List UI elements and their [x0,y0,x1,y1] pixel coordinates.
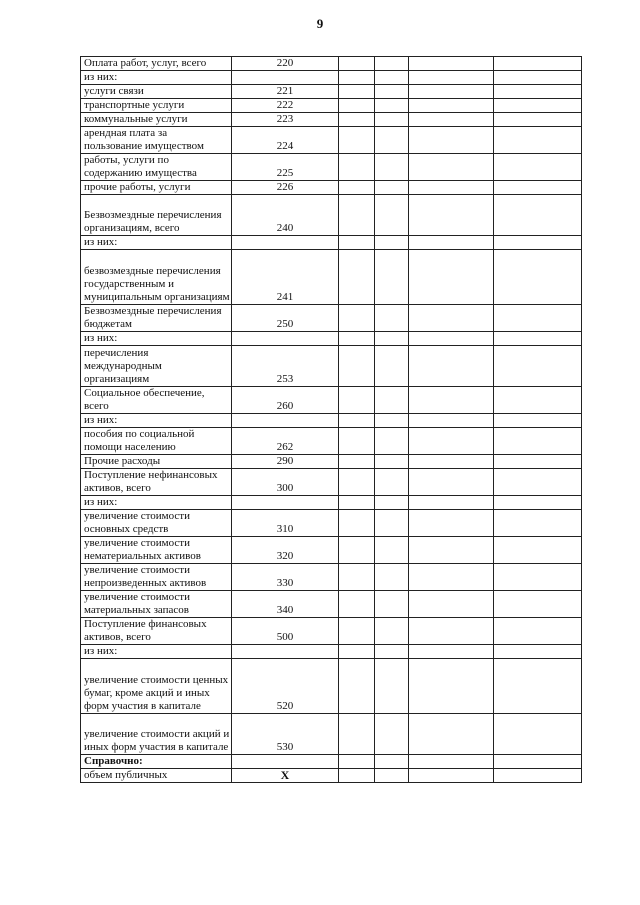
value-cell [409,127,494,154]
value-cell [494,469,582,496]
row-name-cell [81,714,232,755]
value-cell [494,113,582,127]
row-name-cell [81,659,232,714]
row-name-cell [81,346,232,387]
value-cell [339,387,375,414]
row-code: 224 [232,127,339,154]
table-row [81,414,582,428]
value-cell [409,250,494,305]
row-name-cell [81,387,232,414]
value-cell [409,591,494,618]
row-name: Безвозмездные перечисления организациям, всего [84,209,222,234]
value-cell [339,414,375,428]
row-name: Социальное обеспечение, всего [84,387,205,412]
value-cell [494,181,582,195]
value-cell [339,99,375,113]
value-cell [409,154,494,181]
table-row [81,618,582,645]
table-row [81,85,582,99]
value-cell [409,71,494,85]
value-cell [494,236,582,250]
row-name-cell [81,305,232,332]
row-name-cell [81,195,232,236]
row-name: увеличение стоимости ценных бумаг, кроме акций и иных форм участия в капитале [84,674,229,712]
value-cell [375,564,409,591]
row-name-cell [81,236,232,250]
row-code [232,332,339,346]
value-cell [494,195,582,236]
value-cell [339,618,375,645]
table-row [81,564,582,591]
row-code: 250 [232,305,339,332]
value-cell [339,154,375,181]
value-cell [375,496,409,510]
value-cell [494,537,582,564]
table-row [81,346,582,387]
row-code: 340 [232,591,339,618]
page-number: 9 [316,16,324,31]
row-name: из них: [84,71,118,83]
row-code [232,236,339,250]
value-cell [375,332,409,346]
value-cell [494,455,582,469]
table-row [81,755,582,769]
value-cell [375,99,409,113]
row-name-cell [81,496,232,510]
value-cell [409,537,494,564]
value-cell [339,428,375,455]
row-name-cell [81,769,232,783]
row-code: 240 [232,195,339,236]
row-name-cell [81,414,232,428]
value-cell [409,769,494,783]
row-name: из них: [84,414,118,426]
row-name-cell [81,564,232,591]
value-cell [409,387,494,414]
value-cell [409,645,494,659]
row-name: Прочие расходы [84,455,161,467]
table-row [81,645,582,659]
row-name: из них: [84,236,118,248]
value-cell [339,181,375,195]
row-name: Справочно: [84,755,143,767]
row-name-cell [81,57,232,71]
value-cell [339,510,375,537]
value-cell [494,250,582,305]
value-cell [494,154,582,181]
table-row [81,113,582,127]
value-cell [409,469,494,496]
table-row [81,455,582,469]
row-name-cell [81,113,232,127]
value-cell [409,496,494,510]
value-cell [375,659,409,714]
row-name-cell [81,99,232,113]
value-cell [494,346,582,387]
row-code: 220 [232,57,339,71]
value-cell [375,755,409,769]
value-cell [409,305,494,332]
table-row [81,591,582,618]
row-name: увеличение стоимости материальных запасов [84,591,190,616]
value-cell [339,537,375,564]
value-cell [409,195,494,236]
table-row [81,236,582,250]
row-name-cell [81,510,232,537]
row-name-cell [81,469,232,496]
row-code: 221 [232,85,339,99]
value-cell [339,496,375,510]
value-cell [494,714,582,755]
row-name-cell [81,645,232,659]
table-row [81,769,582,783]
table-row [81,127,582,154]
row-name: Оплата работ, услуг, всего [84,57,207,69]
row-code: 330 [232,564,339,591]
row-name: услуги связи [84,85,144,97]
table-row [81,537,582,564]
row-name: работы, услуги по содержанию имущества [84,154,197,179]
value-cell [375,346,409,387]
table-row [81,71,582,85]
row-name: прочие работы, услуги [84,181,191,193]
value-cell [409,113,494,127]
value-cell [494,127,582,154]
row-name: из них: [84,496,118,508]
value-cell [375,428,409,455]
value-cell [494,71,582,85]
row-name: Поступление нефинансовых активов, всего [84,469,218,494]
value-cell [339,714,375,755]
row-name: коммунальные услуги [84,113,188,125]
row-name: из них: [84,332,118,344]
value-cell [409,659,494,714]
table-row [81,154,582,181]
table-row [81,496,582,510]
row-name: транспортные услуги [84,99,185,111]
row-code: 320 [232,537,339,564]
row-code: X [232,769,339,783]
value-cell [494,496,582,510]
row-code [232,496,339,510]
value-cell [375,195,409,236]
value-cell [375,769,409,783]
value-cell [409,414,494,428]
value-cell [409,99,494,113]
row-code: 262 [232,428,339,455]
value-cell [339,113,375,127]
value-cell [494,659,582,714]
row-code: 222 [232,99,339,113]
row-name: Безвозмездные перечисления бюджетам [84,305,222,330]
table-row [81,714,582,755]
table-row [81,510,582,537]
value-cell [375,455,409,469]
value-cell [339,769,375,783]
value-cell [375,113,409,127]
row-code: 253 [232,346,339,387]
report-table [80,56,582,783]
row-code: 530 [232,714,339,755]
value-cell [375,181,409,195]
row-name-cell [81,127,232,154]
value-cell [339,591,375,618]
row-code: 290 [232,455,339,469]
value-cell [375,414,409,428]
value-cell [409,181,494,195]
value-cell [339,127,375,154]
value-cell [494,564,582,591]
value-cell [375,154,409,181]
value-cell [339,659,375,714]
table-row [81,305,582,332]
row-name: Поступление финансовых активов, всего [84,618,207,643]
value-cell [339,57,375,71]
value-cell [409,510,494,537]
row-code: 520 [232,659,339,714]
table-row [81,332,582,346]
value-cell [339,645,375,659]
value-cell [409,428,494,455]
row-name: пособия по социальной помощи населению [84,428,195,453]
value-cell [494,769,582,783]
value-cell [409,564,494,591]
value-cell [409,618,494,645]
table-row [81,195,582,236]
value-cell [409,236,494,250]
row-code: 226 [232,181,339,195]
value-cell [375,714,409,755]
table-row [81,250,582,305]
row-code: 310 [232,510,339,537]
value-cell [494,305,582,332]
row-name: безвозмездные перечисления государственным и муниципальным организациям [84,265,230,303]
value-cell [494,645,582,659]
value-cell [339,305,375,332]
value-cell [375,537,409,564]
row-code: 300 [232,469,339,496]
row-name-cell [81,250,232,305]
row-name: увеличение стоимости нематериальных активов [84,537,201,562]
value-cell [494,428,582,455]
row-name-cell [81,755,232,769]
row-name-cell [81,71,232,85]
value-cell [409,755,494,769]
row-code: 225 [232,154,339,181]
value-cell [339,71,375,85]
value-cell [494,755,582,769]
value-cell [375,85,409,99]
table-row [81,99,582,113]
table-row [81,387,582,414]
value-cell [375,127,409,154]
value-cell [375,591,409,618]
value-cell [409,714,494,755]
table-row [81,659,582,714]
value-cell [409,57,494,71]
row-name-cell [81,591,232,618]
value-cell [339,564,375,591]
value-cell [339,250,375,305]
table-row [81,428,582,455]
value-cell [494,332,582,346]
value-cell [494,85,582,99]
row-name: объем публичных [84,769,168,781]
value-cell [375,645,409,659]
table-row [81,57,582,71]
row-name: перечисления международным организациям [84,347,162,385]
row-code: 260 [232,387,339,414]
row-name-cell [81,455,232,469]
row-code [232,71,339,85]
row-code [232,414,339,428]
value-cell [494,591,582,618]
row-name: из них: [84,645,118,657]
value-cell [494,510,582,537]
value-cell [339,755,375,769]
value-cell [339,85,375,99]
value-cell [375,618,409,645]
row-code: 223 [232,113,339,127]
value-cell [494,57,582,71]
value-cell [409,85,494,99]
row-name-cell [81,181,232,195]
row-code: 241 [232,250,339,305]
value-cell [375,57,409,71]
value-cell [339,332,375,346]
row-name-cell [81,618,232,645]
row-code [232,755,339,769]
value-cell [494,414,582,428]
value-cell [409,346,494,387]
row-name-cell [81,154,232,181]
row-name-cell [81,428,232,455]
row-code: 500 [232,618,339,645]
value-cell [339,469,375,496]
table-row [81,469,582,496]
value-cell [409,332,494,346]
value-cell [375,250,409,305]
value-cell [409,455,494,469]
value-cell [339,455,375,469]
table-row [81,181,582,195]
value-cell [339,195,375,236]
row-name-cell [81,85,232,99]
row-name: арендная плата за пользование имуществом [84,127,204,152]
value-cell [375,71,409,85]
row-name: увеличение стоимости основных средств [84,510,190,535]
row-code [232,645,339,659]
row-name-cell [81,537,232,564]
row-name: увеличение стоимости непроизведенных активов [84,564,207,589]
value-cell [375,236,409,250]
report-table-body [81,57,582,783]
row-name: увеличение стоимости акций и иных форм участия в капитале [84,728,230,753]
value-cell [375,510,409,537]
row-name-cell [81,332,232,346]
value-cell [494,99,582,113]
value-cell [375,387,409,414]
value-cell [494,618,582,645]
value-cell [339,236,375,250]
value-cell [339,346,375,387]
value-cell [375,469,409,496]
value-cell [375,305,409,332]
value-cell [494,387,582,414]
